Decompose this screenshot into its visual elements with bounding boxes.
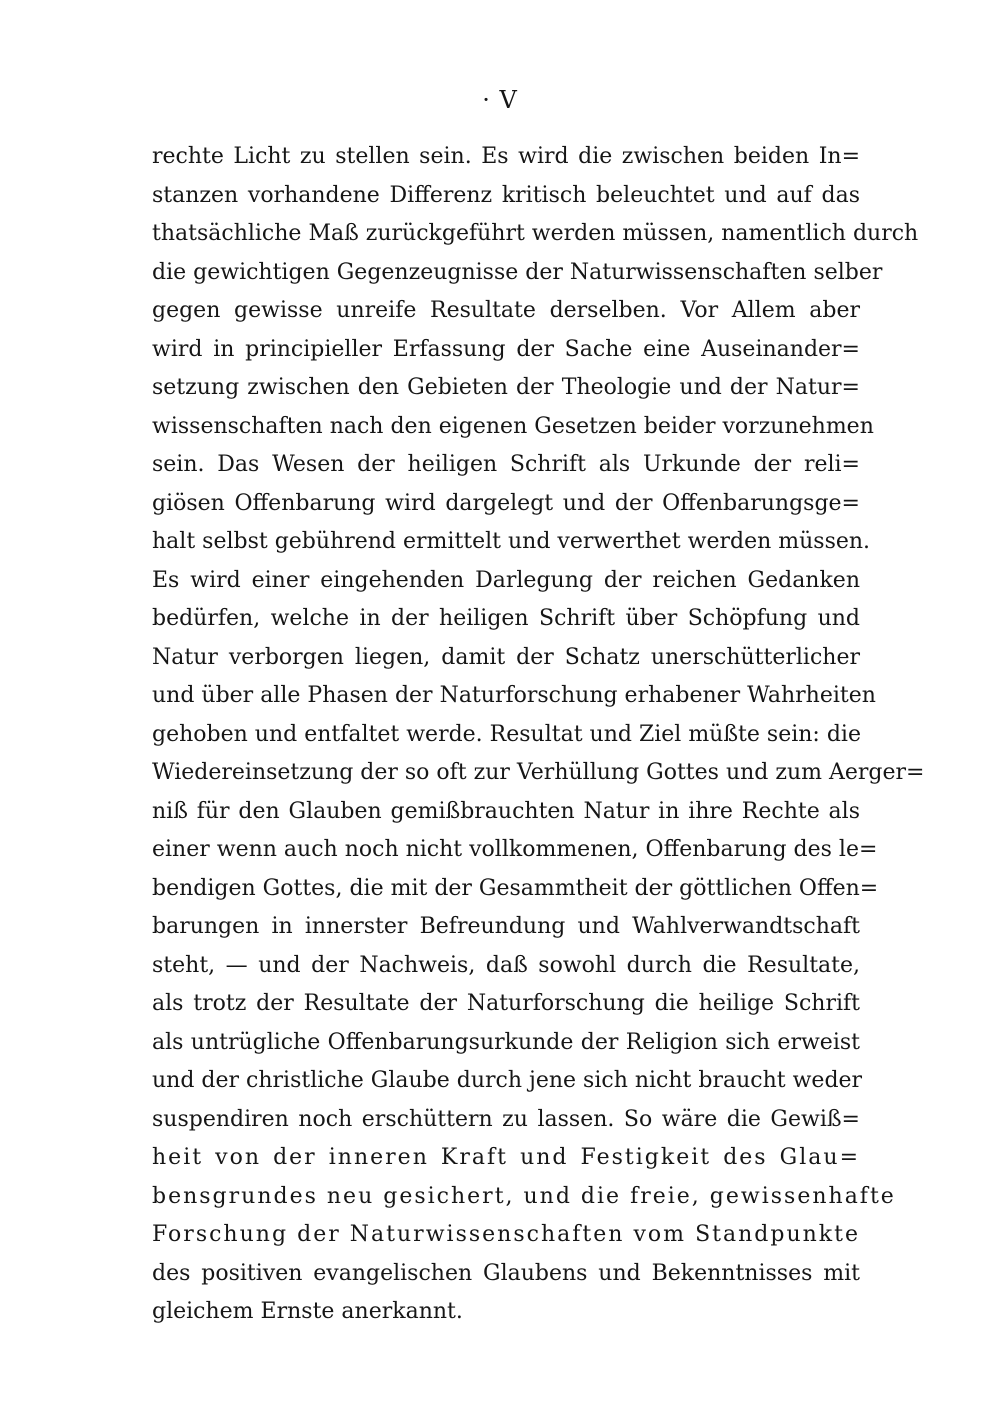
text-line: Forschung der Naturwissenschaften vom Standpunkte <box>152 1222 860 1247</box>
text-line: als untrügliche Offenbarungsurkunde der Religion sich erweist <box>152 1029 860 1055</box>
text-line: stanzen vorhandene Differenz kritisch beleuchtet und auf das <box>152 182 860 208</box>
text-line: heit von der inneren Kraft und Festigkeit des Glau= <box>152 1145 860 1170</box>
text-line: halt selbst gebührend ermittelt und verwerthet werden müssen. <box>152 529 871 554</box>
text-line: steht, — und der Nachweis, daß sowohl durch die Resultate, <box>152 952 860 978</box>
text-line: gehoben und entfaltet werde. Resultat und Ziel müßte sein: die <box>152 721 861 747</box>
text-line: niß für den Glauben gemißbrauchten Natur in ihre Rechte als <box>152 798 860 824</box>
page-number: · V <box>482 86 518 114</box>
text-line: barungen in innerster Befreundung und Wahlverwandtschaft <box>152 914 860 939</box>
text-line: und über alle Phasen der Naturforschung erhabener Wahrheiten <box>152 683 876 708</box>
text-line: rechte Licht zu stellen sein. Es wird die zwischen beiden In= <box>152 144 860 169</box>
text-line: des positiven evangelischen Glaubens und Bekenntnisses mit <box>152 1260 860 1286</box>
text-line: wissenschaften nach den eigenen Gesetzen beider vorzunehmen <box>152 413 874 439</box>
text-line: Natur verborgen liegen, damit der Schatz unerschütterlicher <box>152 644 860 670</box>
text-line: wird in principieller Erfassung der Sache eine Auseinander= <box>152 336 860 362</box>
text-line: bedürfen, welche in der heiligen Schrift über Schöpfung und <box>152 606 860 631</box>
text-line: als trotz der Resultate der Naturforschung die heilige Schrift <box>152 991 860 1016</box>
text-line: Es wird einer eingehenden Darlegung der reichen Gedanken <box>152 567 860 593</box>
text-line: gegen gewisse unreife Resultate derselben. Vor Allem aber <box>152 298 860 323</box>
text-line: sein. Das Wesen der heiligen Schrift als Urkunde der reli= <box>152 452 860 477</box>
body-text <box>152 138 925 1332</box>
text-line: bensgrundes neu gesichert, und die freie, gewissenhafte <box>152 1183 896 1209</box>
text-line: giösen Offenbarung wird dargelegt und der Offenbarungsge= <box>152 490 860 516</box>
text-line: gleichem Ernste anerkannt. <box>152 1299 463 1324</box>
text-line: suspendiren noch erschüttern zu lassen. So wäre die Gewiß= <box>152 1106 860 1132</box>
text-line: thatsächliche Maß zurückgeführt werden müssen, namentlich durch <box>152 221 919 246</box>
text-line: einer wenn auch noch nicht vollkommenen, Offenbarung des le= <box>152 837 878 862</box>
text-line: bendigen Gottes, die mit der Gesammtheit der göttlichen Offen= <box>152 875 879 901</box>
text-line: die gewichtigen Gegenzeugnisse der Naturwissenschaften selber <box>152 259 883 285</box>
text-line: und der christliche Glaube durch jene sich nicht braucht weder <box>152 1068 863 1093</box>
text-line: setzung zwischen den Gebieten der Theologie und der Natur= <box>152 375 860 400</box>
text-line: Wiedereinsetzung der so oft zur Verhüllung Gottes und zum Aerger= <box>152 760 925 785</box>
